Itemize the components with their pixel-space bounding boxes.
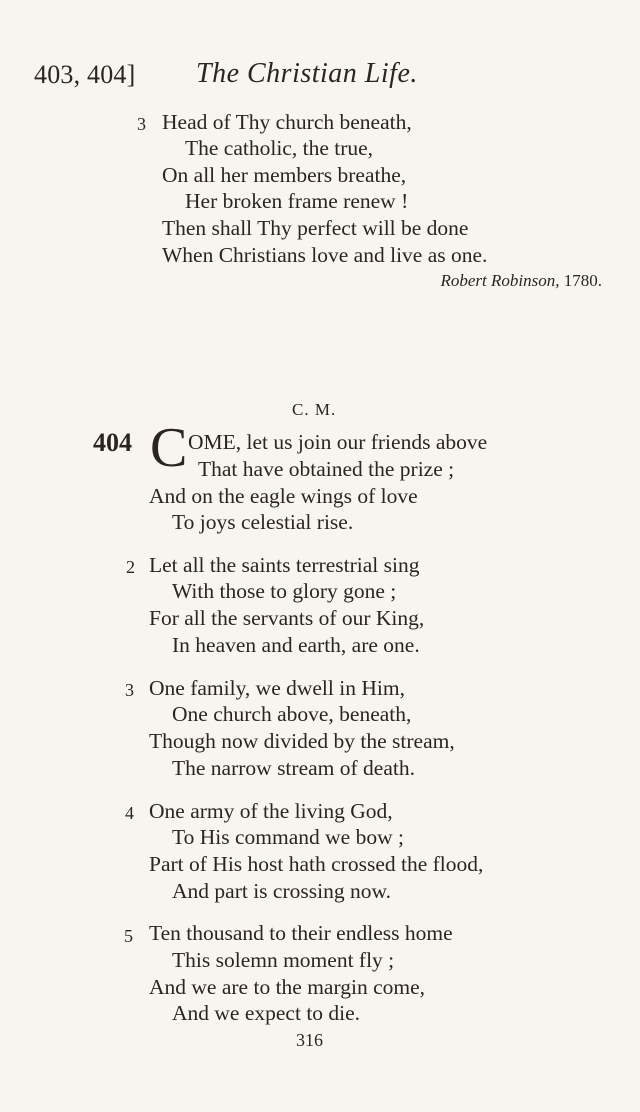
hymn-line: The narrow stream of death. — [172, 756, 415, 780]
hymn-line: Her broken frame renew ! — [185, 189, 409, 213]
hymn-line: Part of His host hath crossed the flood, — [149, 852, 484, 876]
hymn-line: Though now divided by the stream, — [149, 729, 455, 753]
verse-number: 3 — [137, 114, 146, 134]
hymn-line: One church above, beneath, — [172, 702, 412, 726]
hymn-line: And we expect to die. — [172, 1001, 361, 1025]
hymn-line: And on the eagle wings of love — [149, 484, 418, 508]
hymn-line: That have obtained the prize ; — [198, 457, 455, 481]
hymn-line: Head of Thy church beneath, — [162, 110, 412, 134]
hymn-line: And part is crossing now. — [172, 879, 391, 903]
hymn-line: To His command we bow ; — [172, 825, 404, 849]
hymn-line: In heaven and earth, are one. — [172, 633, 420, 657]
verse-number: 2 — [126, 557, 135, 577]
hymn-line: And we are to the margin come, — [149, 975, 426, 999]
hymn-line: When Christians love and live as one. — [162, 243, 488, 267]
verse-number: 4 — [125, 803, 134, 823]
page-number: 316 — [296, 1030, 323, 1050]
attribution — [441, 271, 603, 291]
hymn-line: The catholic, the true, — [185, 136, 374, 160]
hymn-number: 404 — [93, 428, 132, 457]
hymn-line: Ten thousand to their endless home — [149, 921, 453, 945]
hymn-line: One family, we dwell in Him, — [149, 676, 405, 700]
verse-number: 5 — [124, 926, 133, 946]
hymn-line: Then shall Thy perfect will be done — [162, 216, 469, 240]
hymn-line: With those to glory gone ; — [172, 579, 397, 603]
hymn-line: To joys celestial rise. — [172, 510, 354, 534]
hymn-line: One army of the living God, — [149, 799, 393, 823]
drop-cap: C — [150, 417, 188, 479]
meter-label: C. M. — [292, 400, 337, 419]
attribution-year: 1780. — [563, 271, 602, 290]
header-hymn-numbers: 403, 404] — [34, 60, 136, 89]
hymn-line: For all the servants of our King, — [149, 606, 425, 630]
hymn-line: This solemn moment fly ; — [172, 948, 395, 972]
verse-number: 3 — [125, 680, 134, 700]
hymn-line: On all her members breathe, — [162, 163, 407, 187]
hymn-line: OME, let us join our friends above — [188, 430, 488, 454]
author-name: Robert Robinson, — [440, 271, 560, 290]
header-title: The Christian Life. — [196, 58, 418, 89]
hymn-line: Let all the saints terrestrial sing — [149, 553, 420, 577]
